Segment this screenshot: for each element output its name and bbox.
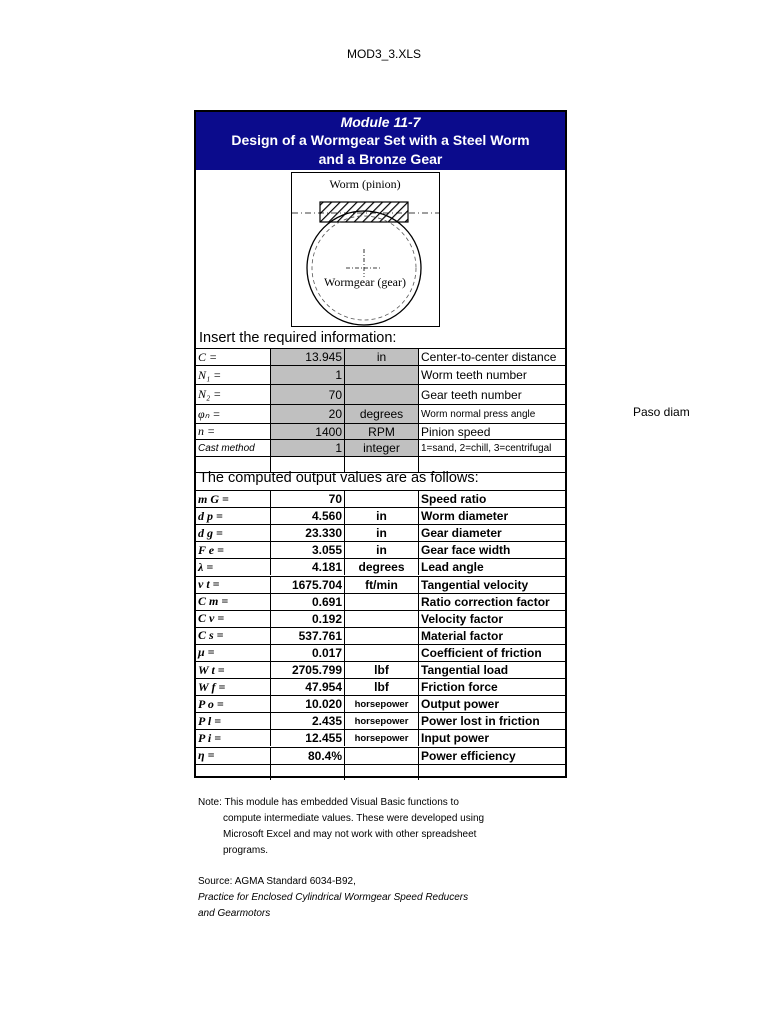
- output-symbol: F e =: [196, 542, 271, 558]
- blank-cell: [271, 765, 345, 780]
- output-unit: horsepower: [345, 730, 419, 746]
- output-unit: horsepower: [345, 696, 419, 712]
- output-symbol: v t =: [196, 577, 271, 593]
- output-row: [196, 490, 565, 507]
- output-symbol: d g =: [196, 525, 271, 541]
- output-row: [196, 610, 565, 627]
- output-symbol: P i =: [196, 730, 271, 746]
- output-description: Material factor: [421, 628, 504, 643]
- output-value: 2.435: [271, 713, 345, 729]
- output-unit: in: [345, 525, 419, 541]
- input-symbol: Cast method: [196, 440, 271, 456]
- input-unit[interactable]: [345, 385, 419, 404]
- output-symbol: W t =: [196, 662, 271, 678]
- output-value: 4.560: [271, 508, 345, 524]
- output-row: [196, 541, 565, 558]
- output-row: [196, 747, 565, 764]
- output-symbol: W f =: [196, 679, 271, 695]
- output-row: [196, 507, 565, 524]
- output-value: 4.181: [271, 559, 345, 575]
- output-unit: horsepower: [345, 713, 419, 729]
- module-sheet: [194, 110, 567, 778]
- input-row: [196, 423, 565, 439]
- output-value: 537.761: [271, 628, 345, 644]
- output-unit: in: [345, 508, 419, 524]
- output-symbol: μ =: [196, 645, 271, 661]
- input-description: Gear teeth number: [421, 387, 522, 402]
- output-description: Power lost in friction: [421, 714, 540, 729]
- output-value: 12.455: [271, 730, 345, 746]
- output-description: Speed ratio: [421, 492, 487, 507]
- input-unit[interactable]: integer: [345, 440, 419, 456]
- input-description: 1=sand, 2=chill, 3=centrifugal: [421, 442, 552, 454]
- input-symbol: N₂ =: [196, 385, 271, 404]
- output-value: 0.691: [271, 594, 345, 610]
- output-row: [196, 661, 565, 678]
- source-title: and Gearmotors: [198, 908, 271, 919]
- output-row: [196, 644, 565, 661]
- output-unit: lbf: [345, 679, 419, 695]
- input-value[interactable]: 20: [271, 405, 345, 423]
- output-row: [196, 593, 565, 610]
- blank-cell: [345, 765, 419, 780]
- input-row: [196, 348, 565, 365]
- input-unit[interactable]: in: [345, 349, 419, 365]
- input-symbol: C =: [196, 349, 271, 365]
- source-line: Source: AGMA Standard 6034-B92,: [198, 876, 356, 887]
- output-unit: [345, 594, 419, 610]
- input-description: Pinion speed: [421, 424, 491, 439]
- output-unit: degrees: [345, 559, 419, 575]
- output-value: 47.954: [271, 679, 345, 695]
- output-description: Tangential velocity: [421, 577, 529, 592]
- side-cell-text: Paso diam: [633, 405, 690, 419]
- worm-label: Worm (pinion): [329, 177, 401, 191]
- output-symbol: d p =: [196, 508, 271, 524]
- worm-shape: [320, 202, 408, 222]
- input-unit[interactable]: degrees: [345, 405, 419, 423]
- output-symbol: P o =: [196, 696, 271, 712]
- output-row: [196, 627, 565, 644]
- source-title: Practice for Enclosed Cylindrical Wormgear Speed Reducers: [198, 892, 469, 903]
- output-description: Gear diameter: [421, 526, 502, 541]
- input-row: [196, 404, 565, 423]
- module-header: [196, 112, 565, 170]
- output-value: 3.055: [271, 542, 345, 558]
- wormgear-figure: [292, 173, 439, 326]
- input-value[interactable]: 1: [271, 366, 345, 384]
- output-description: Ratio correction factor: [421, 594, 550, 609]
- note-line: compute intermediate values. These were developed using: [223, 813, 485, 824]
- input-value[interactable]: 1: [271, 440, 345, 456]
- output-description: Input power: [421, 731, 489, 746]
- output-description: Coefficient of friction: [421, 645, 542, 660]
- input-description: Worm normal press angle: [421, 408, 536, 420]
- output-value: 70: [271, 491, 345, 507]
- output-heading: The computed output values are as follows:: [199, 470, 479, 486]
- output-unit: ft/min: [345, 577, 419, 593]
- output-symbol: C s =: [196, 628, 271, 644]
- wormgear-diagram: [291, 172, 440, 327]
- output-row: [196, 576, 565, 593]
- output-symbol: P l =: [196, 713, 271, 729]
- input-row: [196, 365, 565, 384]
- note-line: programs.: [223, 845, 269, 856]
- input-value[interactable]: 1400: [271, 424, 345, 439]
- output-value: 10.020: [271, 696, 345, 712]
- input-unit[interactable]: RPM: [345, 424, 419, 439]
- output-description: Lead angle: [421, 560, 484, 575]
- output-row: [196, 712, 565, 729]
- output-description: Gear face width: [421, 543, 511, 558]
- output-description: Tangential load: [421, 663, 509, 678]
- output-description: Velocity factor: [421, 611, 504, 626]
- output-value: 0.017: [271, 645, 345, 661]
- note: [198, 795, 484, 859]
- blank-row: [196, 764, 565, 780]
- output-row: [196, 524, 565, 541]
- output-symbol: C m =: [196, 594, 271, 610]
- output-unit: [345, 611, 419, 627]
- output-value: 23.330: [271, 525, 345, 541]
- output-value: 1675.704: [271, 577, 345, 593]
- module-title-line1: Design of a Wormgear Set with a Steel Worm: [231, 132, 530, 148]
- input-description: Worm teeth number: [421, 368, 527, 382]
- output-row: [196, 729, 565, 746]
- input-value[interactable]: 13.945: [271, 349, 345, 365]
- output-symbol: η =: [196, 748, 271, 764]
- output-description: Worm diameter: [421, 509, 509, 524]
- output-description: Power efficiency: [421, 748, 516, 763]
- input-value[interactable]: 70: [271, 385, 345, 404]
- output-row: [196, 558, 565, 575]
- input-row: [196, 384, 565, 404]
- input-unit[interactable]: [345, 366, 419, 384]
- note-line: Note: This module has embedded Visual Basic functions to: [198, 797, 459, 808]
- output-unit: in: [345, 542, 419, 558]
- input-symbol: n =: [196, 424, 271, 439]
- input-symbol: N₁ =: [196, 366, 271, 384]
- output-unit: [345, 645, 419, 661]
- input-heading: Insert the required information:: [199, 330, 397, 346]
- output-unit: lbf: [345, 662, 419, 678]
- blank-cell: [419, 765, 565, 780]
- output-unit: [345, 628, 419, 644]
- file-name: MOD3_3.XLS: [346, 47, 422, 61]
- input-symbol: φₙ =: [196, 405, 271, 423]
- output-unit: [345, 748, 419, 764]
- blank-cell: [196, 765, 271, 780]
- gear-label: Wormgear (gear): [324, 275, 406, 289]
- output-value: 2705.799: [271, 662, 345, 678]
- input-description: Center-to-center distance: [421, 350, 557, 364]
- note-line: Microsoft Excel and may not work with other spreadsheet: [223, 829, 477, 840]
- input-row: [196, 439, 565, 456]
- output-value: 0.192: [271, 611, 345, 627]
- output-symbol: C v =: [196, 611, 271, 627]
- output-symbol: m G =: [196, 491, 271, 507]
- module-title-line2: and a Bronze Gear: [318, 151, 443, 167]
- output-value: 80.4%: [271, 748, 345, 764]
- output-description: Output power: [421, 697, 499, 712]
- output-symbol: λ =: [196, 559, 271, 575]
- module-number: Module 11-7: [340, 114, 421, 130]
- output-row: [196, 695, 565, 712]
- source: [198, 874, 468, 922]
- output-description: Friction force: [421, 680, 498, 695]
- output-unit: [345, 491, 419, 507]
- output-row: [196, 678, 565, 695]
